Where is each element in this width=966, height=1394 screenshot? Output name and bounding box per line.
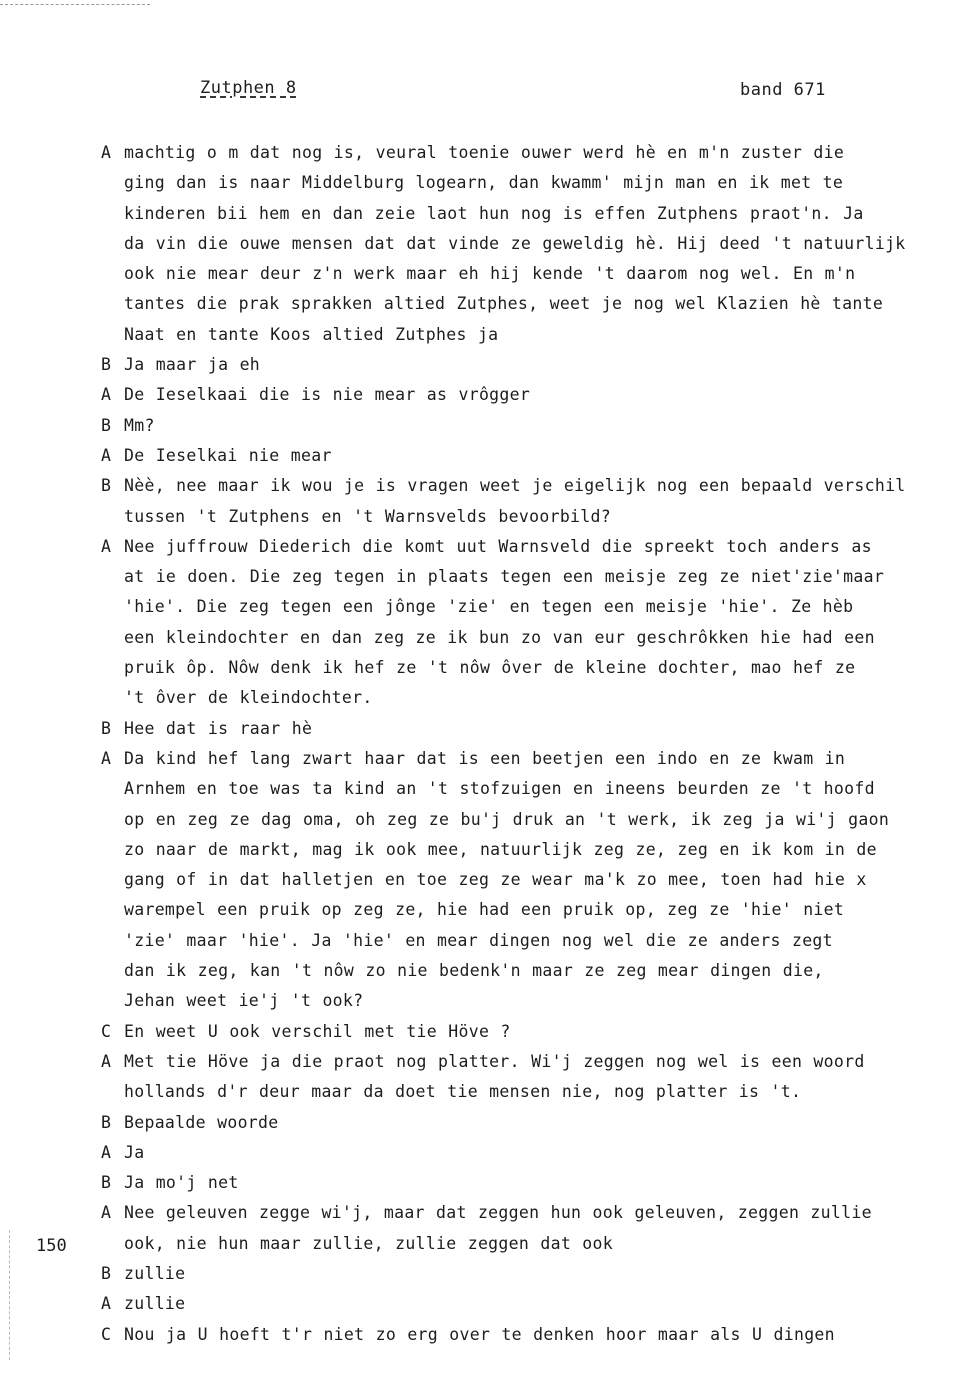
speech-line: Hee dat is raar hè [124,718,313,738]
transcript-turn [0,411,966,441]
tape-number: band 671 [740,80,826,100]
speech-text [124,1108,939,1138]
speech-text [124,1168,939,1198]
page-title: Zutphen 8 [200,78,297,98]
speech-text [124,714,939,744]
speech-line: Nee geleuven zegge wi'j, maar dat zeggen hun ook geleuven, zeggen zullie [124,1203,872,1223]
speech-text [124,1320,939,1350]
speech-text [124,380,939,410]
transcript-turn [0,1320,966,1350]
transcript-turn [0,532,966,714]
speaker-label: A [101,1294,111,1314]
speech-text [124,350,939,380]
speech-text [124,1198,939,1259]
transcript-turn [0,350,966,380]
speech-line: dan ik zeg, kan 't nôw zo nie bedenk'n maar ze zeg mear dingen die, [124,961,824,981]
speech-text [124,441,939,471]
speech-line: op en zeg ze dag oma, oh zeg ze bu'j druk an 't werk, ik zeg ja wi'j gaon [124,809,890,829]
speaker-label: A [101,1203,111,1223]
speech-line: een kleindochter en dan zeg ze ik bun zo van eur geschrôkken hie had een [124,627,875,647]
speech-line: zullie [124,1263,186,1283]
speech-line: Naat en tante Koos altied Zutphes ja [124,324,499,344]
speech-text [124,471,939,532]
speaker-label: B [101,476,111,496]
speech-line: En weet U ook verschil met tie Höve ? [124,1021,511,1041]
transcript [0,138,966,1350]
transcript-turn [0,1289,966,1319]
speech-line: da vin die ouwe mensen dat dat vinde ze geweldig hè. Hij deed 't natuurlijk [124,233,906,253]
transcript-turn [0,1168,966,1198]
speech-line: tussen 't Zutphens en 't Warnsvelds bevoorbild? [124,506,611,526]
transcript-turn [0,1138,966,1168]
transcript-turn [0,1108,966,1138]
margin-line-number: 150 [36,1236,67,1256]
speaker-label: A [101,748,111,768]
speaker-label: B [101,415,111,435]
speech-line: zo naar de markt, mag ik ook mee, natuurlijk zeg ze, zeg en ik kom in de [124,839,877,859]
speech-line: Ja mo'j net [124,1173,239,1193]
speaker-label: C [101,1021,111,1041]
speech-line: 'zie' maar 'hie'. Ja 'hie' en mear dingen nog wel die ze anders zegt [124,930,833,950]
speaker-label: B [101,1263,111,1283]
transcript-turn [0,1198,966,1259]
speech-text [124,744,939,1017]
speech-line: Jehan weet ie'j 't ook? [124,991,364,1011]
speech-line: Mm? [124,415,155,435]
speech-line: 't ôver de kleindochter. [124,688,373,708]
speech-line: Met tie Höve ja die praot nog platter. Wi'j zeggen nog wel is een woord [124,1051,865,1071]
speech-line: pruik ôp. Nôw denk ik hef ze 't nôw ôver de kleine dochter, mao hef ze [124,658,856,678]
transcript-turn [0,138,966,350]
speech-line: Ja [124,1142,145,1162]
scan-edge-marks [0,4,150,7]
speech-line: zullie [124,1294,186,1314]
speech-text [124,411,939,441]
transcript-turn [0,471,966,532]
speech-line: hollands d'r deur maar da doet tie mensen nie, nog platter is 't. [124,1082,802,1102]
speech-line: ook nie mear deur z'n werk maar eh hij kende 't daarom nog wel. En m'n [124,264,856,284]
speaker-label: B [101,1112,111,1132]
speaker-label: A [101,1051,111,1071]
speech-text [124,1289,939,1319]
transcript-turn [0,441,966,471]
speech-text [124,1047,939,1108]
speech-line: machtig o m dat nog is, veural toenie ouwer werd hè en m'n zuster die [124,143,845,162]
transcript-turn [0,1259,966,1289]
transcript-turn [0,1017,966,1047]
transcript-turn [0,1047,966,1108]
speech-line: Bepaalde woorde [124,1112,279,1132]
speech-text [124,138,939,350]
speech-line: Nèè, nee maar ik wou je is vragen weet je eigelijk nog een bepaald verschil [124,476,906,496]
speech-line: 'hie'. Die zeg tegen een jônge 'zie' en tegen een meisje 'hie'. Ze hèb [124,597,854,617]
speaker-label: B [101,1173,111,1193]
speech-text [124,1017,939,1047]
speaker-label: A [101,385,111,405]
speech-line: Da kind hef lang zwart haar dat is een beetjen een indo en ze kwam in [124,748,846,768]
speech-line: Nee juffrouw Diederich die komt uut Warnsveld die spreekt toch anders as [124,536,872,556]
speech-text [124,532,939,714]
speaker-label: B [101,355,111,375]
speech-text [124,1138,939,1168]
transcript-turn [0,380,966,410]
speech-line: warempel een pruik op zeg ze, hie had een pruik op, zeg ze 'hie' niet [124,900,845,920]
transcript-turn [0,714,966,744]
transcript-turn [0,744,966,1017]
speech-line: De Ieselkaai die is nie mear as vrôgger [124,385,531,405]
speaker-label: C [101,1324,111,1344]
speech-text [124,1259,939,1289]
speech-line: Arnhem en toe was ta kind an 't stofzuigen en ineens beurden ze 't hoofd [124,779,875,799]
speech-line: Nou ja U hoeft t'r niet zo erg over te denken hoor maar als U dingen [124,1324,835,1344]
speech-line: Ja maar ja eh [124,355,261,375]
speech-line: gang of in dat halletjen en toe zeg ze wear ma'k zo mee, toen had hie x [124,870,867,890]
speaker-label: A [101,536,111,556]
speech-line: at ie doen. Die zeg tegen in plaats tegen een meisje zeg ze niet'zie'maar [124,567,885,587]
speaker-label: A [101,1142,111,1162]
speaker-label: A [101,445,111,465]
speech-line: kinderen bii hem en dan zeie laot hun nog is effen Zutphens praot'n. Ja [124,203,864,223]
speech-line: tantes die prak sprakken altied Zutphes, weet je nog wel Klazien hè tante [124,294,884,314]
speaker-label: B [101,718,111,738]
speech-line: De Ieselkai nie mear [124,445,332,465]
speech-line: ook, nie hun maar zullie, zullie zeggen dat ook [124,1233,613,1253]
speaker-label: A [101,143,111,162]
speech-line: ging dan is naar Middelburg logearn, dan kwamm' mijn man en ik met te [124,173,844,193]
